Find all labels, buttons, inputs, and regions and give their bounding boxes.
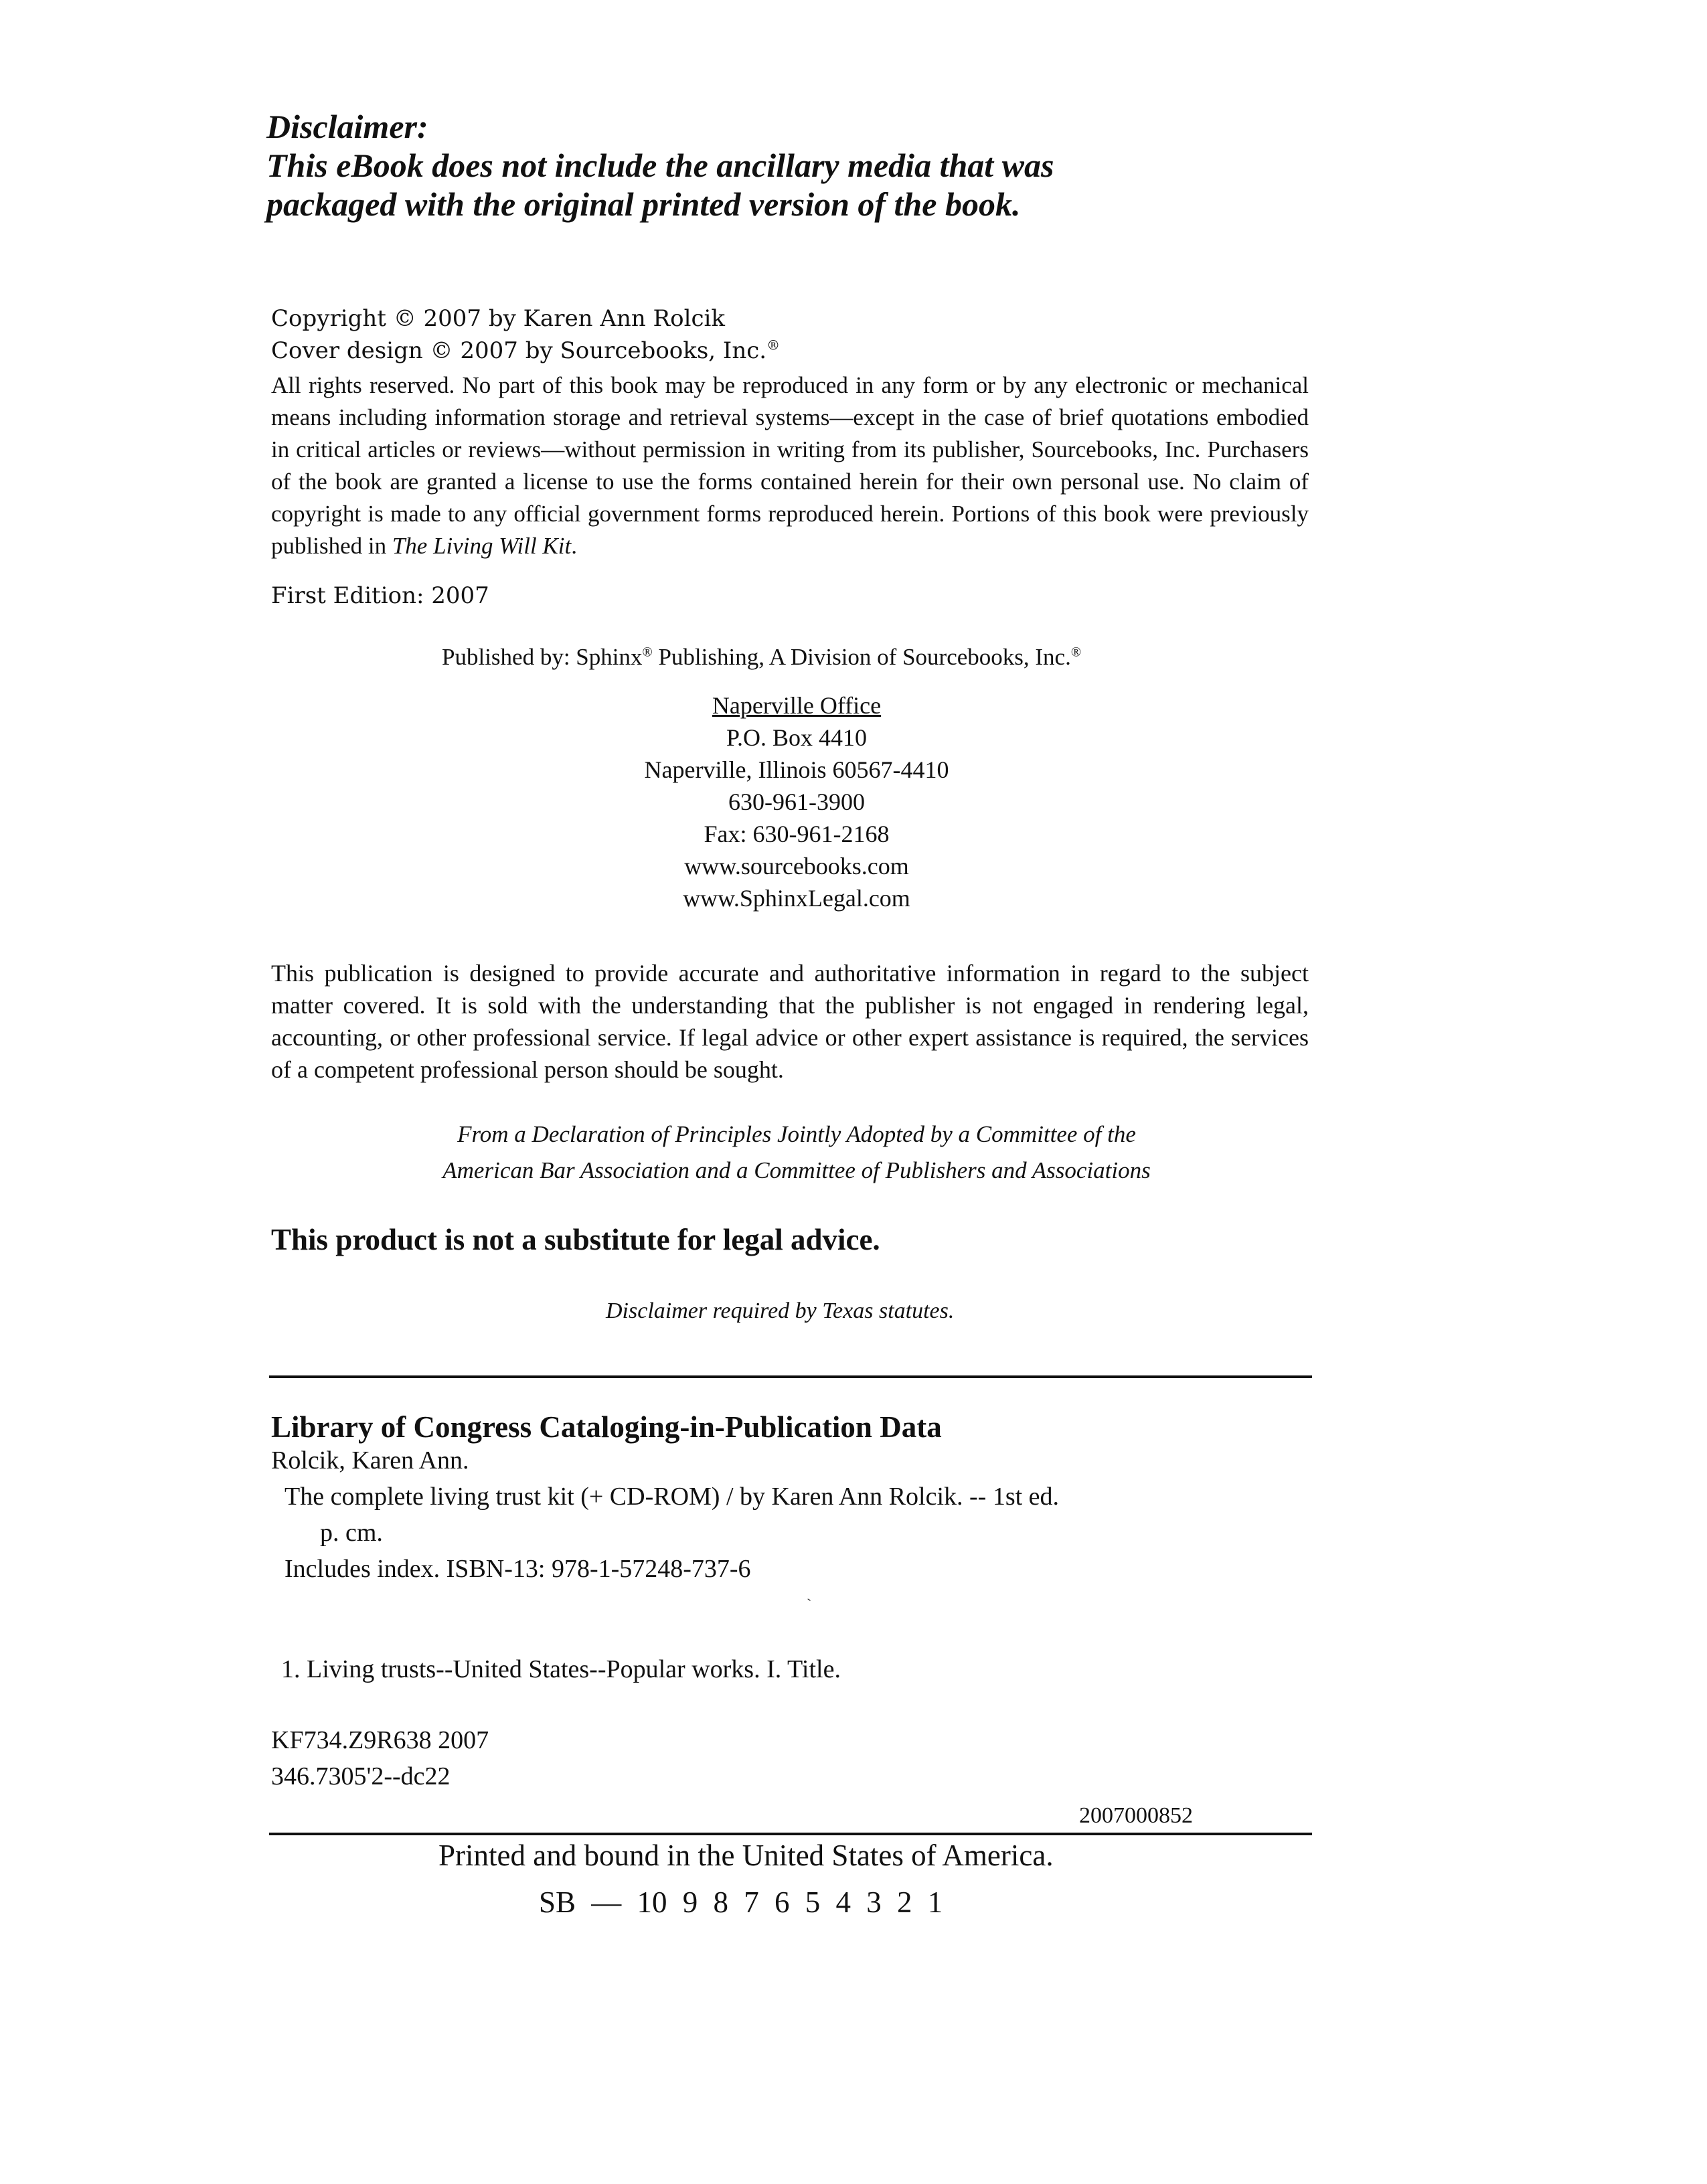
cip-bottom-rule xyxy=(269,1833,1312,1835)
cip-title: Library of Congress Cataloging-in-Publication Data xyxy=(271,1410,942,1444)
office-fax: Fax: 630-961-2168 xyxy=(704,821,890,847)
office-name: Naperville Office xyxy=(712,692,882,719)
published-prefix: Published by: Sphinx xyxy=(442,644,643,670)
printing-line: SB — 10 9 8 7 6 5 4 3 2 1 xyxy=(539,1885,943,1919)
cip-pages: p. cm. xyxy=(320,1519,383,1547)
cip-call-number: KF734.Z9R638 2007 xyxy=(271,1726,489,1754)
cip-subject: 1. Living trusts--United States--Popular works. I. Title. xyxy=(281,1655,841,1683)
printed-in: Printed and bound in the United States of America. xyxy=(438,1839,1054,1872)
texas-disclaimer: Disclaimer required by Texas statutes. xyxy=(606,1298,955,1323)
office-city: Naperville, Illinois 60567-4410 xyxy=(644,756,949,783)
office-po-box: P.O. Box 4410 xyxy=(726,724,868,751)
copyright-cover xyxy=(271,335,1309,367)
copyright-block xyxy=(271,303,1309,562)
legal-advice-warning: This product is not a substitute for legal advice. xyxy=(271,1223,880,1256)
rights-text: All rights reserved. No part of this book may be reproduced in any form or by any electronic or mechanical means including information storage and retrieval systems—except in the case of brief quotations embodied in critical articles or reviews—without permission in writing from its publisher, Sourcebooks, Inc. Purchasers of the book are granted a license to use the forms contained herein for their own personal use. No claim of copyright is made to any official government forms reproduced herein. Portions of this book were previously published in xyxy=(271,372,1309,559)
rights-book-title: The Living Will Kit xyxy=(392,533,572,559)
rights-end: . xyxy=(571,533,577,559)
office-phone: 630-961-3900 xyxy=(728,788,865,815)
registered-mark: ® xyxy=(766,337,781,353)
disclaimer-heading: Disclaimer: xyxy=(266,108,428,145)
registered-mark: ® xyxy=(1070,645,1082,660)
office-website-2: www.SphinxLegal.com xyxy=(683,885,910,912)
cip-dewey: 346.7305'2--dc22 xyxy=(271,1762,451,1790)
cip-author: Rolcik, Karen Ann. xyxy=(271,1446,469,1475)
cip-isbn: Includes index. ISBN-13: 978-1-57248-737-6 xyxy=(284,1555,751,1583)
disclaimer-line-1: This eBook does not include the ancillary media that was xyxy=(266,147,1054,184)
cip-top-rule xyxy=(269,1375,1312,1378)
disclaimer-line-2: packaged with the original printed version of the book. xyxy=(266,185,1021,223)
declaration-line-2: American Bar Association and a Committee of Publishers and Associations xyxy=(442,1157,1151,1183)
rights-reserved-text xyxy=(271,369,1309,562)
declaration-of-principles xyxy=(335,1116,1258,1189)
first-edition: First Edition: 2007 xyxy=(271,582,489,609)
copyright-author: Copyright © 2007 by Karen Ann Rolcik xyxy=(271,305,726,332)
stray-mark: ` xyxy=(807,1596,812,1612)
ebook-disclaimer xyxy=(266,107,1054,224)
published-by xyxy=(442,644,1081,671)
registered-mark: ® xyxy=(642,645,653,660)
office-address xyxy=(569,689,1024,914)
copyright-cover-text: Cover design © 2007 by Sourcebooks, Inc. xyxy=(271,337,767,364)
office-website-1: www.sourcebooks.com xyxy=(684,853,909,879)
declaration-line-1: From a Declaration of Principles Jointly Adopted by a Committee of the xyxy=(457,1121,1136,1147)
publication-notice: This publication is designed to provide accurate and authoritative information in regard to the subject matter covered. It is sold with the understanding that the publisher is not engaged in rendering legal, accounting, or other professional service. If legal advice or other expert assistance is required, the services of a competent professional person should be sought. xyxy=(271,960,1309,1083)
published-middle: Publishing, A Division of Sourcebooks, Inc. xyxy=(652,644,1071,670)
cip-lccn: 2007000852 xyxy=(1079,1803,1193,1828)
cip-book-title: The complete living trust kit (+ CD-ROM) / by Karen Ann Rolcik. -- 1st ed. xyxy=(284,1483,1060,1511)
